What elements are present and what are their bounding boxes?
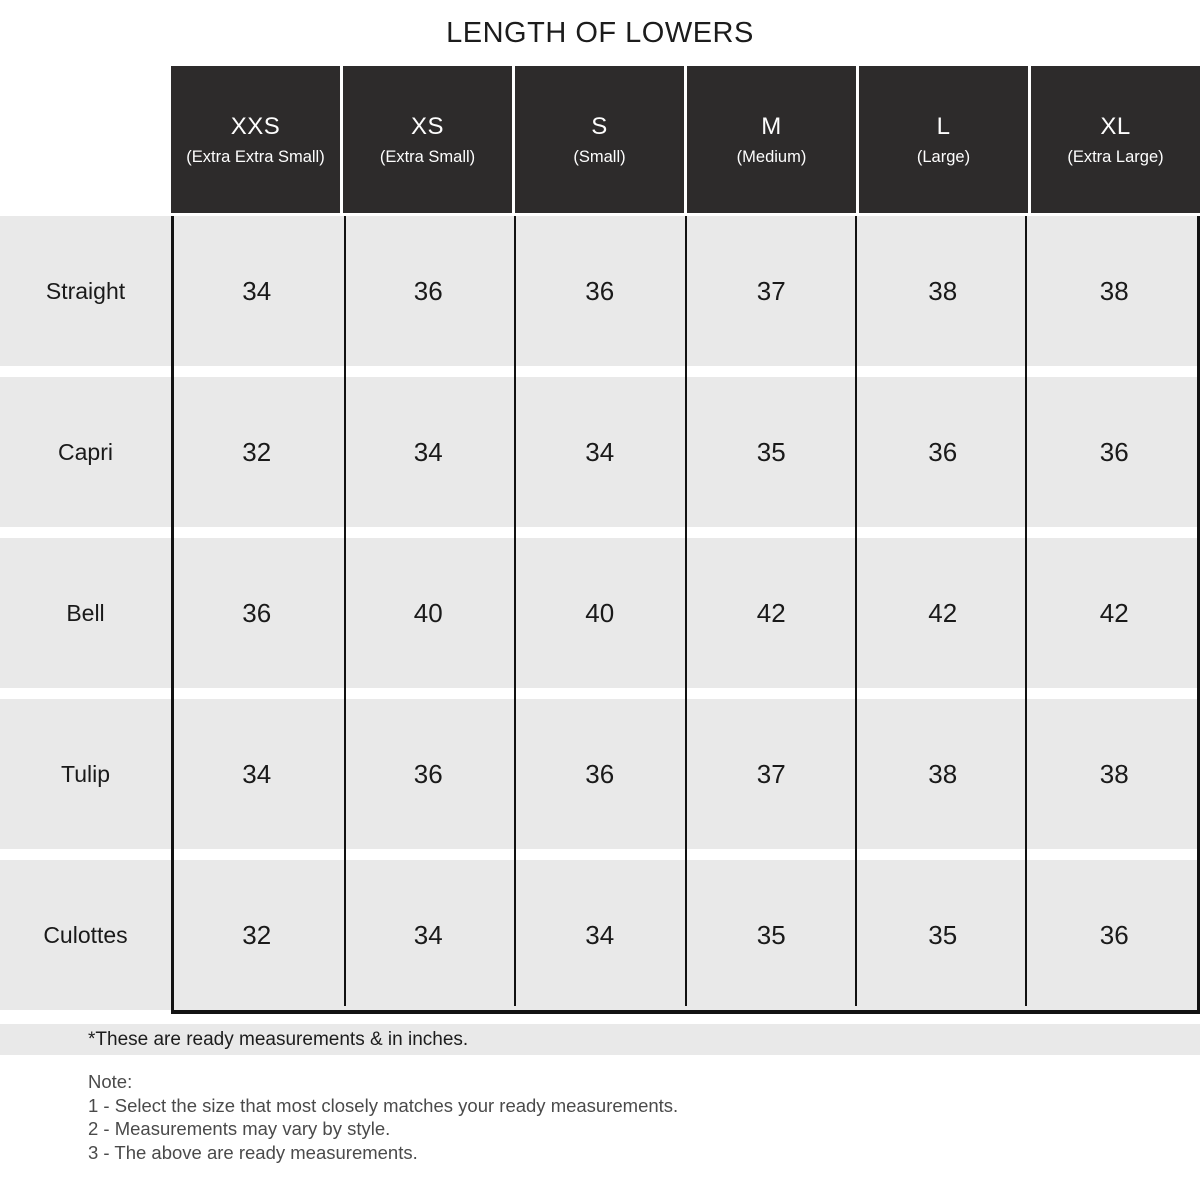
row-label: Tulip bbox=[0, 699, 171, 849]
size-cell: 36 bbox=[514, 699, 686, 849]
row-label: Straight bbox=[0, 216, 171, 366]
size-header-row bbox=[171, 66, 1200, 213]
size-column-header-xs bbox=[343, 66, 512, 213]
row-cells bbox=[171, 377, 1200, 527]
row-label: Capri bbox=[0, 377, 171, 527]
size-cell: 35 bbox=[686, 377, 858, 527]
size-cell: 36 bbox=[1029, 860, 1200, 1010]
size-cell: 34 bbox=[343, 377, 515, 527]
size-cell: 37 bbox=[686, 216, 858, 366]
note-item-3: 3 - The above are ready measurements. bbox=[88, 1141, 418, 1163]
table-row-tulip bbox=[0, 699, 1200, 849]
size-column-header-l bbox=[859, 66, 1028, 213]
size-abbr: L bbox=[936, 112, 951, 140]
size-cell: 34 bbox=[514, 377, 686, 527]
size-cell: 36 bbox=[171, 538, 343, 688]
size-cell: 35 bbox=[857, 860, 1029, 1010]
row-cells bbox=[171, 216, 1200, 366]
size-abbr: M bbox=[761, 112, 782, 140]
notes-section bbox=[88, 1070, 1200, 1164]
row-label: Culottes bbox=[0, 860, 171, 1010]
table-row-straight bbox=[0, 216, 1200, 366]
size-cell: 34 bbox=[514, 860, 686, 1010]
size-abbr: S bbox=[591, 112, 608, 140]
size-full-name: (Extra Large) bbox=[1067, 147, 1164, 166]
note-item-1: 1 - Select the size that most closely matches your ready measurements. bbox=[88, 1094, 679, 1116]
size-column-header-s bbox=[515, 66, 684, 213]
row-cells bbox=[171, 699, 1200, 849]
page-title: LENGTH OF LOWERS bbox=[446, 17, 754, 49]
size-cell: 38 bbox=[1029, 216, 1200, 366]
size-cell: 40 bbox=[343, 538, 515, 688]
size-cell: 34 bbox=[343, 860, 515, 1010]
size-abbr: XL bbox=[1100, 112, 1131, 140]
size-full-name: (Extra Small) bbox=[379, 147, 476, 166]
size-cell: 42 bbox=[857, 538, 1029, 688]
size-cell: 38 bbox=[1029, 699, 1200, 849]
size-abbr: XS bbox=[410, 112, 444, 140]
note-item-2: 2 - Measurements may vary by style. bbox=[88, 1118, 391, 1139]
row-cells bbox=[171, 860, 1200, 1010]
size-column-header-xxs bbox=[171, 66, 340, 213]
size-cell: 34 bbox=[171, 699, 343, 849]
size-full-name: (Medium) bbox=[736, 147, 807, 166]
size-cell: 42 bbox=[686, 538, 858, 688]
size-cell: 42 bbox=[1029, 538, 1200, 688]
row-cells bbox=[171, 538, 1200, 688]
table-row-capri bbox=[0, 377, 1200, 527]
size-cell: 36 bbox=[343, 216, 515, 366]
size-full-name: (Large) bbox=[916, 147, 971, 166]
footnote-strip bbox=[0, 1024, 1200, 1055]
size-full-name: (Extra Extra Small) bbox=[186, 147, 325, 166]
size-cell: 38 bbox=[857, 699, 1029, 849]
table-row-bell bbox=[0, 538, 1200, 688]
table-row-culottes bbox=[0, 860, 1200, 1010]
size-cell: 36 bbox=[857, 377, 1029, 527]
size-cell: 34 bbox=[171, 216, 343, 366]
row-label: Bell bbox=[0, 538, 171, 688]
size-full-name: (Small) bbox=[573, 147, 626, 166]
size-cell: 37 bbox=[686, 699, 858, 849]
size-cell: 40 bbox=[514, 538, 686, 688]
footnote-text: *These are ready measurements & in inches. bbox=[88, 1028, 469, 1050]
size-cell: 36 bbox=[343, 699, 515, 849]
size-column-header-m bbox=[687, 66, 856, 213]
size-cell: 32 bbox=[171, 860, 343, 1010]
size-cell: 35 bbox=[686, 860, 858, 1010]
size-cell: 36 bbox=[514, 216, 686, 366]
size-cell: 38 bbox=[857, 216, 1029, 366]
size-table-body bbox=[0, 216, 1200, 1010]
size-cell: 36 bbox=[1029, 377, 1200, 527]
size-column-header-xl bbox=[1031, 66, 1200, 213]
size-cell: 32 bbox=[171, 377, 343, 527]
size-abbr: XXS bbox=[230, 112, 281, 140]
notes-heading: Note: bbox=[88, 1071, 133, 1092]
